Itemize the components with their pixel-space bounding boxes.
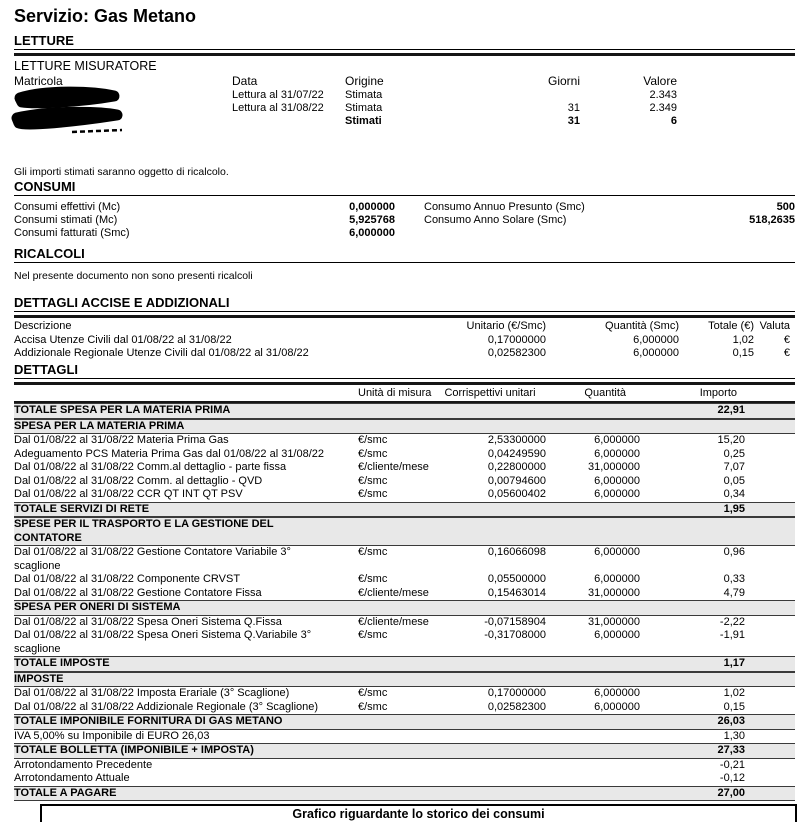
dettagli-item-row xyxy=(14,448,795,462)
corrispettivo-cell xyxy=(434,772,546,786)
corrispettivo-cell: 0,16066098 xyxy=(487,546,546,558)
totale-cell: 0,15 xyxy=(732,347,754,359)
consumi-table xyxy=(14,201,795,240)
data-cell xyxy=(232,115,345,128)
dettagli-item-row xyxy=(14,434,795,448)
importo-cell: -1,91 xyxy=(719,629,745,641)
band-importo-cell: 22,91 xyxy=(717,404,745,416)
descrizione-cell xyxy=(14,616,358,630)
dettagli-table xyxy=(14,403,795,801)
descrizione-line2: scaglione xyxy=(14,559,61,572)
dettagli-band-row xyxy=(14,672,795,688)
descrizione-line1: Dal 01/08/22 al 31/08/22 Comm.al dettaglio - parte fissa xyxy=(14,461,287,473)
descrizione-line2: scaglione xyxy=(14,642,61,655)
importo-cell: 15,20 xyxy=(717,434,745,446)
thick-rule xyxy=(14,53,795,56)
label-right-cell xyxy=(424,227,640,240)
quantita-cell: 31,000000 xyxy=(588,461,640,473)
dettagli-item-row xyxy=(14,772,795,786)
unita-misura-cell: €/cliente/mese xyxy=(358,586,429,599)
corrispettivo-cell: 0,05600402 xyxy=(487,488,546,500)
unita-misura-cell: €/cliente/mese xyxy=(358,461,429,473)
unita-misura-cell: €/smc xyxy=(358,546,388,558)
descrizione-cell: Addizionale Regionale Utenze Civili dal 01/08/22 al 31/08/22 xyxy=(14,347,309,359)
dettagli-band-row xyxy=(14,714,795,730)
importo-cell: 0,33 xyxy=(723,573,745,585)
corrispettivo-cell: 0,15463014 xyxy=(487,586,546,599)
band-label-line1: TOTALE SPESA PER LA MATERIA PRIMA xyxy=(14,404,231,416)
descrizione-cell xyxy=(14,701,358,715)
letture-row xyxy=(14,115,795,128)
quantita-cell: 31,000000 xyxy=(588,586,640,599)
quantita-cell: 6,000000 xyxy=(594,629,640,641)
col-header-importo: Importo xyxy=(699,386,737,399)
unita-misura-cell: €/smc xyxy=(358,573,388,585)
col-header-unita-misura: Unità di misura xyxy=(358,386,432,399)
descrizione-cell xyxy=(14,434,358,448)
value-left-cell: 6,000000 xyxy=(349,227,395,239)
data-cell: Lettura al 31/07/22 xyxy=(232,89,324,101)
value-right-cell: 518,2635 xyxy=(749,214,795,226)
giorni-cell: 31 xyxy=(567,102,580,114)
unita-misura-cell: €/smc xyxy=(358,687,388,699)
dettagli-band-row xyxy=(14,502,795,518)
value-left-cell: 5,925768 xyxy=(349,214,395,226)
value-left-cell: 0,000000 xyxy=(349,201,395,213)
dettagli-band-row xyxy=(14,419,795,435)
descrizione-line1: Dal 01/08/22 al 31/08/22 Addizionale Regionale (3° Scaglione) xyxy=(14,700,319,713)
label-right-cell: Consumo Annuo Presunto (Smc) xyxy=(424,201,585,213)
quantita-cell: 6,000000 xyxy=(594,434,640,446)
origine-cell: Stimata xyxy=(345,89,383,101)
descrizione-cell xyxy=(14,759,358,773)
band-importo-cell xyxy=(640,601,745,615)
descrizione-cell xyxy=(14,687,358,701)
importo-cell: 0,34 xyxy=(723,488,745,500)
quantita-cell: 6,000000 xyxy=(594,488,640,500)
accise-row xyxy=(14,334,795,348)
unita-misura-cell: €/smc xyxy=(358,447,388,460)
valore-cell: 2.349 xyxy=(649,102,677,114)
valore-cell: 2.343 xyxy=(649,89,677,101)
band-label-line1: SPESA PER LA MATERIA PRIMA xyxy=(14,419,185,432)
band-label-cell xyxy=(14,503,640,517)
dettagli-item-row xyxy=(14,573,795,587)
dettagli-band-row xyxy=(14,786,795,802)
corrispettivo-cell xyxy=(434,759,546,773)
value-right-cell: 500 xyxy=(776,201,795,213)
quantita-cell xyxy=(546,730,640,744)
consumi-row xyxy=(14,201,795,214)
descrizione-cell xyxy=(14,587,358,601)
descrizione-cell xyxy=(14,488,358,502)
descrizione-line1: Dal 01/08/22 al 31/08/22 Spesa Oneri Sistema Q.Fissa xyxy=(14,615,282,628)
unitario-cell: 0,02582300 xyxy=(487,347,546,359)
valuta-cell: € xyxy=(783,333,790,346)
descrizione-line1: Adeguamento PCS Materia Prima Gas dal 01/08/22 al 31/08/22 xyxy=(14,447,325,460)
corrispettivo-cell: 0,17000000 xyxy=(487,687,546,699)
importo-cell: -2,22 xyxy=(719,615,745,628)
thick-rule xyxy=(14,382,795,385)
band-label-line1: TOTALE A PAGARE xyxy=(14,786,117,799)
unita-misura-cell: €/cliente/mese xyxy=(358,615,429,628)
band-label-cell xyxy=(14,673,640,687)
importo-cell: 7,07 xyxy=(723,461,745,473)
descrizione-line1: Dal 01/08/22 al 31/08/22 Gestione Contatore Variabile 3° xyxy=(14,546,291,558)
origine-cell: Stimati xyxy=(345,115,382,127)
band-importo-cell: 1,17 xyxy=(723,657,745,669)
importo-cell: 0,15 xyxy=(723,700,745,713)
band-label-cell xyxy=(14,404,640,418)
quantita-cell: 6,000000 xyxy=(633,333,679,346)
descrizione-cell xyxy=(14,629,358,656)
corrispettivo-cell: 0,22800000 xyxy=(487,461,546,473)
col-header-valore: Valore xyxy=(643,74,677,88)
unita-misura-cell xyxy=(358,772,434,786)
label-right-cell: Consumo Anno Solare (Smc) xyxy=(424,214,567,226)
unitario-cell: 0,17000000 xyxy=(487,333,546,346)
letture-note: Gli importi stimati saranno oggetto di ricalcolo. xyxy=(14,166,229,178)
label-left-cell: Consumi effettivi (Mc) xyxy=(14,201,121,213)
col-header-unitario: Unitario (€/Smc) xyxy=(466,320,546,332)
dettagli-item-row xyxy=(14,687,795,701)
descrizione-line1: Dal 01/08/22 al 31/08/22 Comm. al dettaglio - QVD xyxy=(14,474,263,487)
dettagli-item-row xyxy=(14,759,795,773)
band-importo-cell: 1,95 xyxy=(723,502,745,515)
band-label-line1: TOTALE IMPONIBILE FORNITURA DI GAS METANO xyxy=(14,715,283,727)
corrispettivo-cell: 2,53300000 xyxy=(487,434,546,446)
value-right-cell xyxy=(640,227,795,240)
quantita-cell: 6,000000 xyxy=(594,447,640,460)
quantita-cell: 31,000000 xyxy=(588,615,640,628)
dettagli-item-row xyxy=(14,616,795,630)
dettagli-band-row xyxy=(14,517,795,546)
letture-rows xyxy=(14,89,795,128)
dettagli-item-row xyxy=(14,488,795,502)
origine-cell: Stimata xyxy=(345,102,383,114)
band-importo-cell xyxy=(640,420,745,434)
importo-cell: -0,12 xyxy=(719,772,745,784)
unita-misura-cell: €/smc xyxy=(358,629,388,641)
dettagli-item-row xyxy=(14,461,795,475)
band-label-cell xyxy=(14,744,640,758)
consumi-row xyxy=(14,214,795,227)
col-header-valuta: Valuta xyxy=(759,320,790,332)
dettagli-band-row xyxy=(14,656,795,672)
band-importo-cell xyxy=(640,518,745,545)
band-label-cell xyxy=(14,657,640,671)
dettagli-item-row xyxy=(14,546,795,573)
descrizione-line1: Arrotondamento Precedente xyxy=(14,758,153,771)
importo-cell: 1,02 xyxy=(723,687,745,699)
corrispettivo-cell: -0,31708000 xyxy=(484,629,546,641)
dettagli-band-row xyxy=(14,600,795,616)
band-label-line1: SPESE PER IL TRASPORTO E LA GESTIONE DEL xyxy=(14,518,274,530)
col-header-quantita: Quantità (Smc) xyxy=(605,320,679,332)
letture-table xyxy=(14,74,795,128)
descrizione-line1: Dal 01/08/22 al 31/08/22 CCR QT INT QT PSV xyxy=(14,488,243,500)
descrizione-cell xyxy=(14,730,358,744)
importo-cell: 4,79 xyxy=(723,586,745,599)
corrispettivo-cell: -0,07158904 xyxy=(484,615,546,628)
totale-cell: 1,02 xyxy=(732,333,754,346)
band-label-line1: IMPOSTE xyxy=(14,672,64,685)
descrizione-cell: Accisa Utenze Civili dal 01/08/22 al 31/08/22 xyxy=(14,333,232,346)
valore-cell: 6 xyxy=(670,115,677,127)
band-label-line1: SPESA PER ONERI DI SISTEMA xyxy=(14,601,181,613)
col-header-data: Data xyxy=(232,74,258,88)
descrizione-cell xyxy=(14,573,358,587)
chart-box-title: Grafico riguardante lo storico dei consumi xyxy=(292,807,545,821)
band-label-line1: TOTALE IMPOSTE xyxy=(14,657,110,669)
consumption-history-chart-box xyxy=(40,804,797,822)
band-label-line1: TOTALE SERVIZI DI RETE xyxy=(14,502,150,515)
thick-rule xyxy=(14,315,795,318)
accise-table xyxy=(14,320,795,361)
giorni-cell xyxy=(500,89,580,102)
descrizione-line1: Dal 01/08/22 al 31/08/22 Spesa Oneri Sistema Q.Variabile 3° xyxy=(14,629,312,641)
dettagli-header-row xyxy=(14,387,795,401)
letture-row xyxy=(14,102,795,115)
importo-cell: 0,96 xyxy=(723,546,745,558)
giorni-cell: 31 xyxy=(567,115,580,127)
redaction-scribble-icon xyxy=(10,87,125,135)
col-header-totale: Totale (€) xyxy=(708,320,754,332)
dettagli-item-row xyxy=(14,629,795,656)
unita-misura-cell: €/smc xyxy=(358,474,388,487)
descrizione-cell xyxy=(14,546,358,573)
quantita-cell: 6,000000 xyxy=(594,474,640,487)
section-heading-letture: LETTURE xyxy=(14,34,795,50)
label-left-cell: Consumi fatturati (Smc) xyxy=(14,227,130,239)
dettagli-item-row xyxy=(14,701,795,715)
unita-misura-cell: €/smc xyxy=(358,434,388,446)
descrizione-line1: Dal 01/08/22 al 31/08/22 Imposta Erariale (3° Scaglione) xyxy=(14,687,290,699)
band-label-cell xyxy=(14,715,640,729)
unita-misura-cell xyxy=(358,759,434,773)
importo-cell: -0,21 xyxy=(719,758,745,771)
band-importo-cell xyxy=(640,673,745,687)
band-importo-cell: 26,03 xyxy=(717,715,745,727)
letture-header-row xyxy=(14,74,795,89)
dettagli-item-row xyxy=(14,587,795,601)
dettagli-item-row xyxy=(14,475,795,489)
corrispettivo-cell: 0,04249590 xyxy=(487,447,546,460)
col-header-giorni: Giorni xyxy=(547,74,580,88)
col-header-descrizione: Descrizione xyxy=(14,320,72,332)
descrizione-line1: Dal 01/08/22 al 31/08/22 Materia Prima Gas xyxy=(14,434,229,446)
accise-header-row xyxy=(14,320,795,334)
letture-misuratore-subheading: LETTURE MISURATORE xyxy=(14,59,157,73)
quantita-cell xyxy=(546,759,640,773)
descrizione-line1: Dal 01/08/22 al 31/08/22 Componente CRVST xyxy=(14,573,241,585)
band-label-cell xyxy=(14,601,640,615)
page-title: Servizio: Gas Metano xyxy=(14,6,197,26)
importo-cell: 0,05 xyxy=(723,474,745,487)
quantita-cell: 6,000000 xyxy=(594,700,640,713)
band-importo-cell: 27,00 xyxy=(717,786,745,799)
accise-row xyxy=(14,347,795,361)
col-header-corrispettivi: Corrispettivi unitari xyxy=(444,386,536,399)
band-label-cell xyxy=(14,787,640,801)
label-left-cell: Consumi stimati (Mc) xyxy=(14,214,118,226)
corrispettivo-cell xyxy=(434,730,546,744)
unita-misura-cell xyxy=(358,730,434,744)
section-heading-consumi: CONSUMI xyxy=(14,180,795,196)
data-cell: Lettura al 31/08/22 xyxy=(232,102,324,114)
corrispettivo-cell: 0,02582300 xyxy=(487,700,546,713)
col-header-quantita: Quantità xyxy=(584,386,626,399)
letture-row xyxy=(14,89,795,102)
band-label-cell xyxy=(14,420,640,434)
dettagli-band-row xyxy=(14,743,795,759)
quantita-cell: 6,000000 xyxy=(594,546,640,558)
descrizione-cell xyxy=(14,461,358,475)
section-heading-dettagli: DETTAGLI xyxy=(14,363,795,379)
corrispettivo-cell: 0,00794600 xyxy=(487,474,546,487)
col-header-origine: Origine xyxy=(345,74,384,88)
col-header-matricola: Matricola xyxy=(14,74,63,88)
quantita-cell xyxy=(546,772,640,786)
ricalcoli-note: Nel presente documento non sono presenti ricalcoli xyxy=(14,270,253,282)
importo-cell: 1,30 xyxy=(723,729,745,742)
descrizione-line1: Dal 01/08/22 al 31/08/22 Gestione Contatore Fissa xyxy=(14,586,262,599)
descrizione-line1: IVA 5,00% su Imponibile di EURO 26,03 xyxy=(14,729,210,742)
descrizione-cell xyxy=(14,448,358,462)
dettagli-item-row xyxy=(14,730,795,744)
descrizione-line1: Arrotondamento Attuale xyxy=(14,772,130,784)
band-importo-cell: 27,33 xyxy=(717,744,745,756)
descrizione-cell xyxy=(14,475,358,489)
quantita-cell: 6,000000 xyxy=(594,687,640,699)
unita-misura-cell: €/smc xyxy=(358,700,388,713)
band-label-line1: TOTALE BOLLETTA (IMPONIBILE + IMPOSTA) xyxy=(14,744,254,756)
consumi-row xyxy=(14,227,795,240)
quantita-cell: 6,000000 xyxy=(633,347,679,359)
descrizione-cell xyxy=(14,772,358,786)
band-label-cell xyxy=(14,518,640,545)
band-label-line2: CONTATORE xyxy=(14,531,82,544)
section-heading-accise: DETTAGLI ACCISE E ADDIZIONALI xyxy=(14,296,795,312)
accise-rows xyxy=(14,334,795,361)
corrispettivo-cell: 0,05500000 xyxy=(487,573,546,585)
unita-misura-cell: €/smc xyxy=(358,488,388,500)
section-heading-ricalcoli: RICALCOLI xyxy=(14,247,795,263)
quantita-cell: 6,000000 xyxy=(594,573,640,585)
importo-cell: 0,25 xyxy=(723,447,745,460)
valuta-cell: € xyxy=(783,347,790,359)
dettagli-band-row xyxy=(14,403,795,419)
